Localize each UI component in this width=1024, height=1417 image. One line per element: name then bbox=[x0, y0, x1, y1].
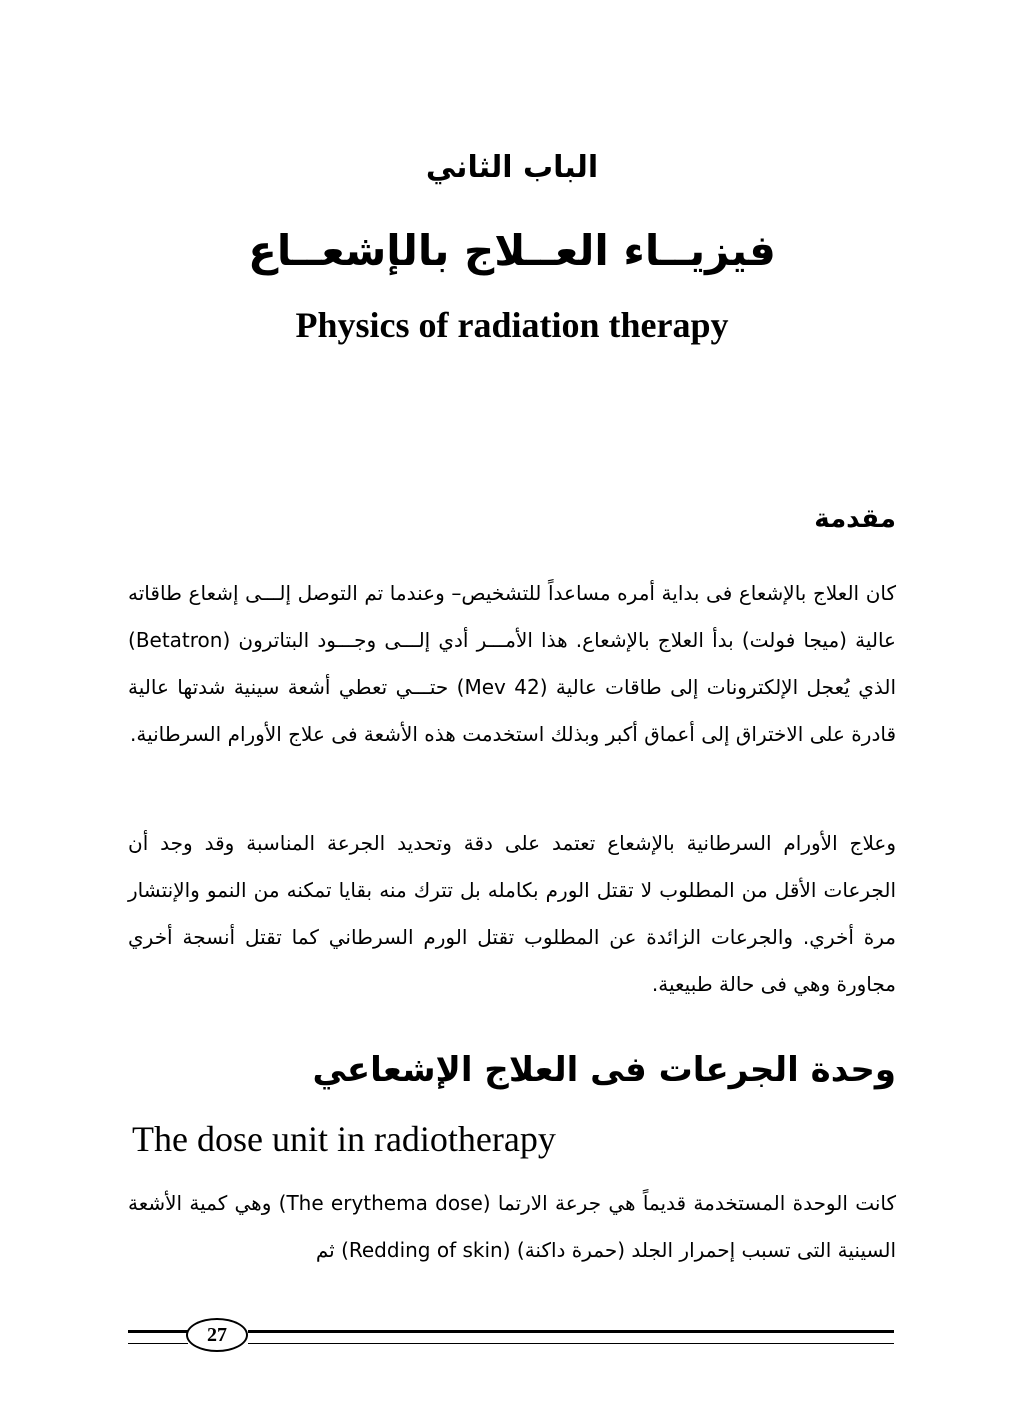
section-heading-english: The dose unit in radiotherapy bbox=[132, 1119, 556, 1159]
chapter-title-arabic: فيزيــاء العــلاج بالإشعــاع bbox=[248, 226, 776, 275]
page-footer bbox=[128, 1318, 894, 1358]
footer-rule-right bbox=[248, 1330, 894, 1344]
paragraph-intro: كان العلاج بالإشعاع فى بداية أمره مساعداً للتشخيص– وعندما تم التوصل إلـــى إشعاع طاقاته عالية (ميجا فولت) بدأ العلاج بالإشعاع. هذا الأمـــر أدي إلـــى وجـــود البتاترون (Betatron) الذي يُعجل الإلكترونات إلى طاقات عالية (42 Mev) حتـــي تعطي أشعة سينية شدتها عالية قادرة على الاختراق إلى أعماق أكبر وبذلك استخدمت هذه الأشعة فى علاج الأورام السرطانية. bbox=[128, 581, 896, 746]
footer-rule-left bbox=[128, 1330, 188, 1344]
chapter-title-english: Physics of radiation therapy bbox=[295, 305, 729, 345]
paragraph-dosage: وعلاج الأورام السرطانية بالإشعاع تعتمد على دقة وتحديد الجرعة المناسبة وقد وجد أن الجرعات الأقل من المطلوب لا تقتل الورم بكامله بل تترك منه بقايا تمكنه من النمو والإنتشار مرة أخري. والجرعات الزائدة عن المطلوب تقتل الورم السرطاني كما تقتل أنسجة أخري مجاورة وهي فى حالة طبيعية. bbox=[128, 831, 896, 996]
paragraph-erythema: كانت الوحدة المستخدمة قديماً هي جرعة الارتما (The erythema dose) وهي كمية الأشعة السينية التى تسبب إحمرار الجلد (حمرة داكنة) (Redding of skin) ثم bbox=[128, 1191, 897, 1262]
chapter-label: الباب الثاني bbox=[425, 150, 599, 185]
introduction-heading: مقدمة bbox=[814, 504, 896, 534]
page-number: 27 bbox=[186, 1318, 248, 1352]
section-heading-arabic: وحدة الجرعات فى العلاج الإشعاعي bbox=[312, 1050, 896, 1090]
